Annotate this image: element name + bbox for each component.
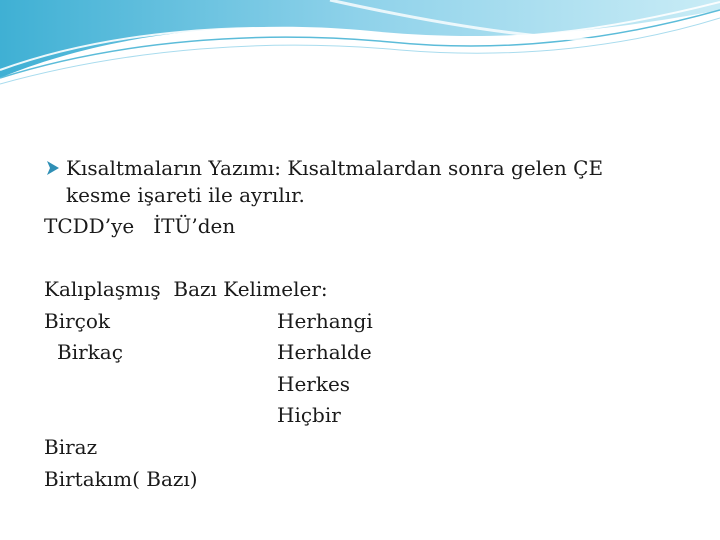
- word-left-4: Birtakım( Bazı): [44, 467, 198, 491]
- arrow-bullet-icon: [45, 160, 61, 176]
- word-left-2: Birkaç: [57, 340, 123, 364]
- word-right-4: Hiçbir: [277, 403, 341, 427]
- bullet-text-line-2: kesme işareti ile ayrılır.: [66, 183, 305, 207]
- word-left-3: Biraz: [44, 435, 98, 459]
- word-right-1: Herhangi: [277, 309, 373, 333]
- bullet-text-line-1: Kısaltmaların Yazımı: Kısaltmalardan sonra gelen ÇE: [66, 156, 604, 180]
- word-left-1: Birçok: [44, 309, 111, 333]
- example-abbreviations: TCDD’ye İTÜ’den: [44, 214, 236, 238]
- word-right-2: Herhalde: [277, 340, 372, 364]
- word-right-3: Herkes: [277, 372, 351, 396]
- compound-heading: Kalıplaşmış Bazı Kelimeler:: [44, 277, 328, 301]
